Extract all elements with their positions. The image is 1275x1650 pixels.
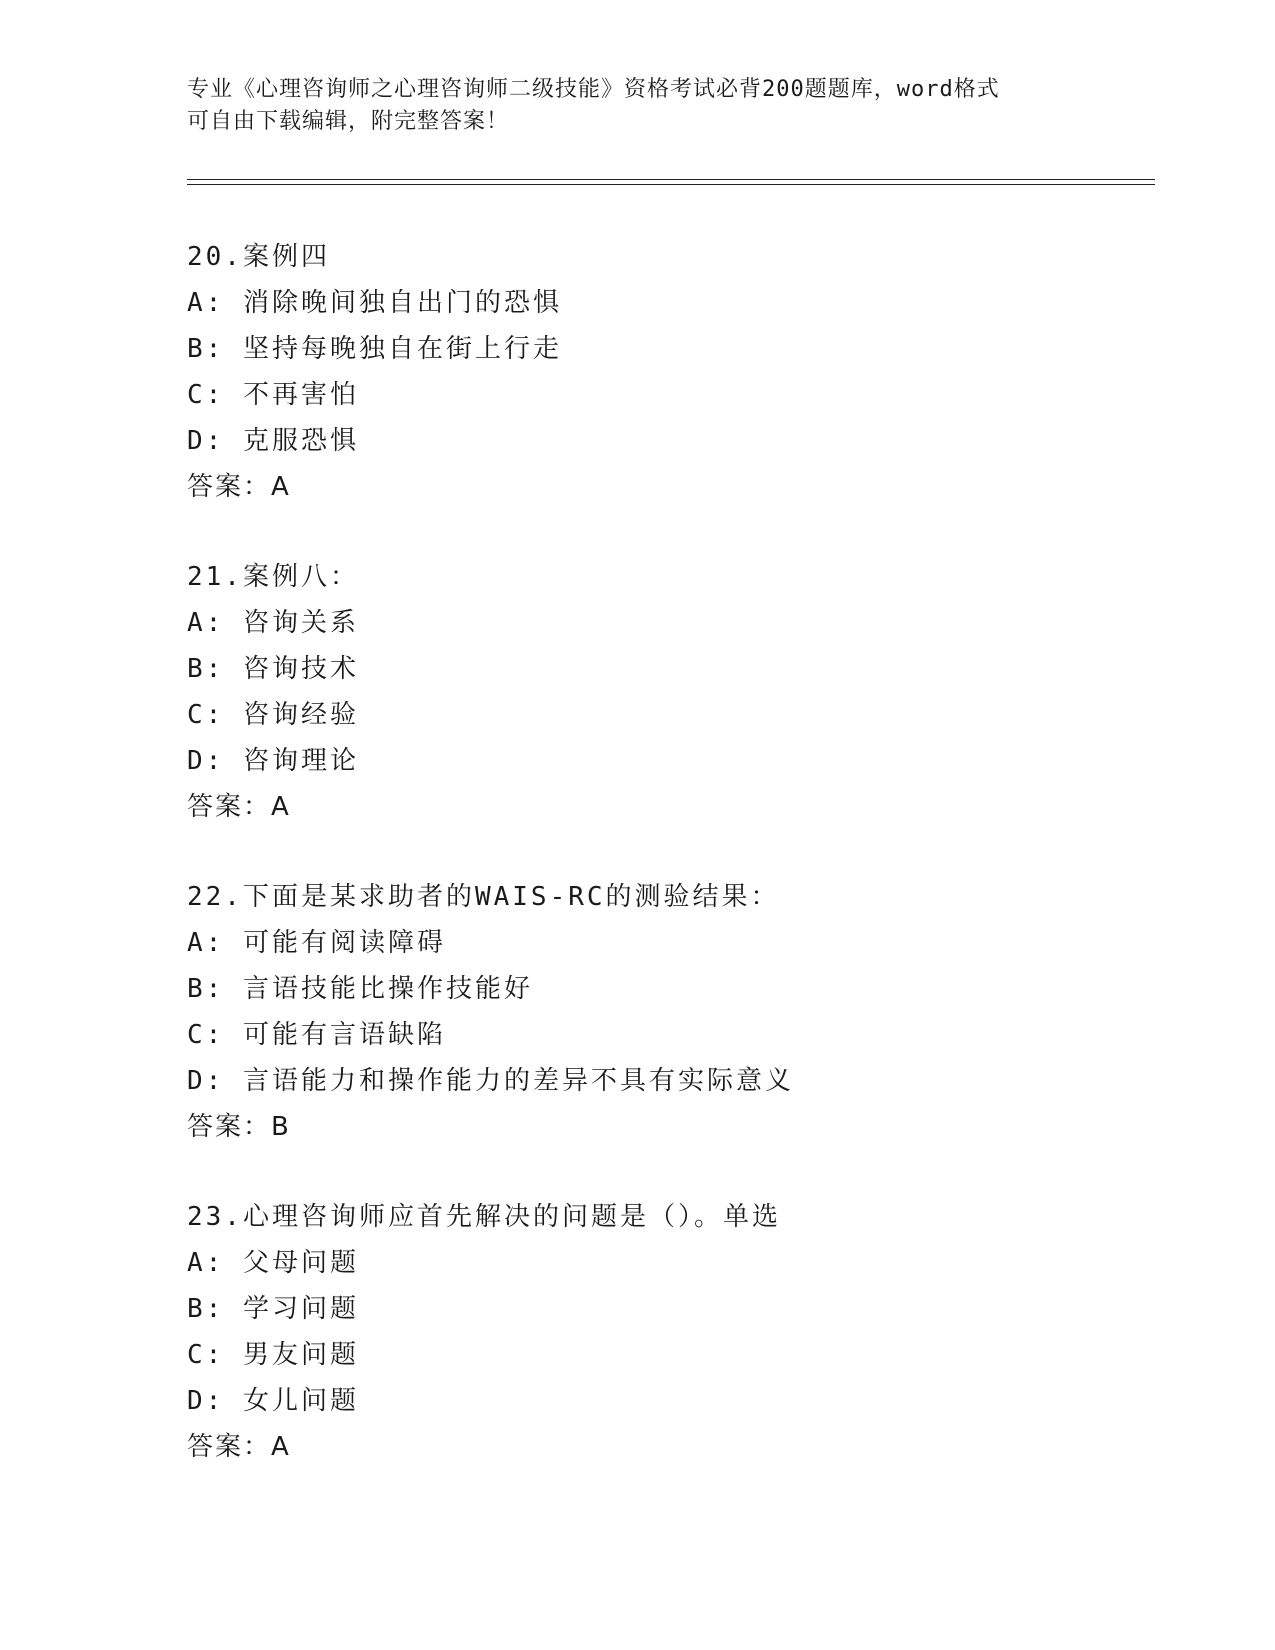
question-20	[187, 234, 1155, 554]
option-d: D: 克服恐惧	[187, 426, 359, 456]
option-d: D: 女儿问题	[187, 1386, 359, 1416]
option-c: C: 不再害怕	[187, 380, 359, 410]
option-a: A: 消除晚间独自出门的恐惧	[187, 288, 562, 318]
option-c: C: 男友问题	[187, 1340, 359, 1370]
option-a: A: 咨询关系	[187, 608, 359, 638]
option-b: B: 言语技能比操作技能好	[187, 974, 533, 1004]
header-line-1: 专业《心理咨询师之心理咨询师二级技能》资格考试必背200题题库，word格式	[187, 77, 1000, 102]
option-b: B: 咨询技术	[187, 654, 359, 684]
answer: 答案：A	[187, 792, 291, 822]
option-c: C: 可能有言语缺陷	[187, 1020, 446, 1050]
header-divider-top	[187, 179, 1155, 180]
question-title: 23.心理咨询师应首先解决的问题是（）。单选	[187, 1202, 781, 1232]
option-d: D: 言语能力和操作能力的差异不具有实际意义	[187, 1066, 794, 1096]
question-21	[187, 554, 1155, 874]
question-title: 22.下面是某求助者的WAIS-RC的测验结果：	[187, 882, 780, 912]
question-title: 21.案例八：	[187, 562, 359, 592]
answer: 答案：A	[187, 472, 291, 502]
question-23	[187, 1194, 1155, 1514]
document-header	[187, 74, 1067, 138]
answer: 答案：A	[187, 1432, 291, 1462]
option-b: B: 学习问题	[187, 1294, 359, 1324]
option-a: A: 可能有阅读障碍	[187, 928, 446, 958]
header-divider-bottom	[187, 184, 1155, 185]
question-title: 20.案例四	[187, 242, 330, 272]
question-22	[187, 874, 1155, 1194]
question-list	[187, 234, 1155, 1514]
answer: 答案：B	[187, 1112, 291, 1142]
option-a: A: 父母问题	[187, 1248, 359, 1278]
option-b: B: 坚持每晚独自在街上行走	[187, 334, 562, 364]
option-c: C: 咨询经验	[187, 700, 359, 730]
header-line-2: 可自由下载编辑，附完整答案！	[187, 109, 510, 134]
option-d: D: 咨询理论	[187, 746, 359, 776]
